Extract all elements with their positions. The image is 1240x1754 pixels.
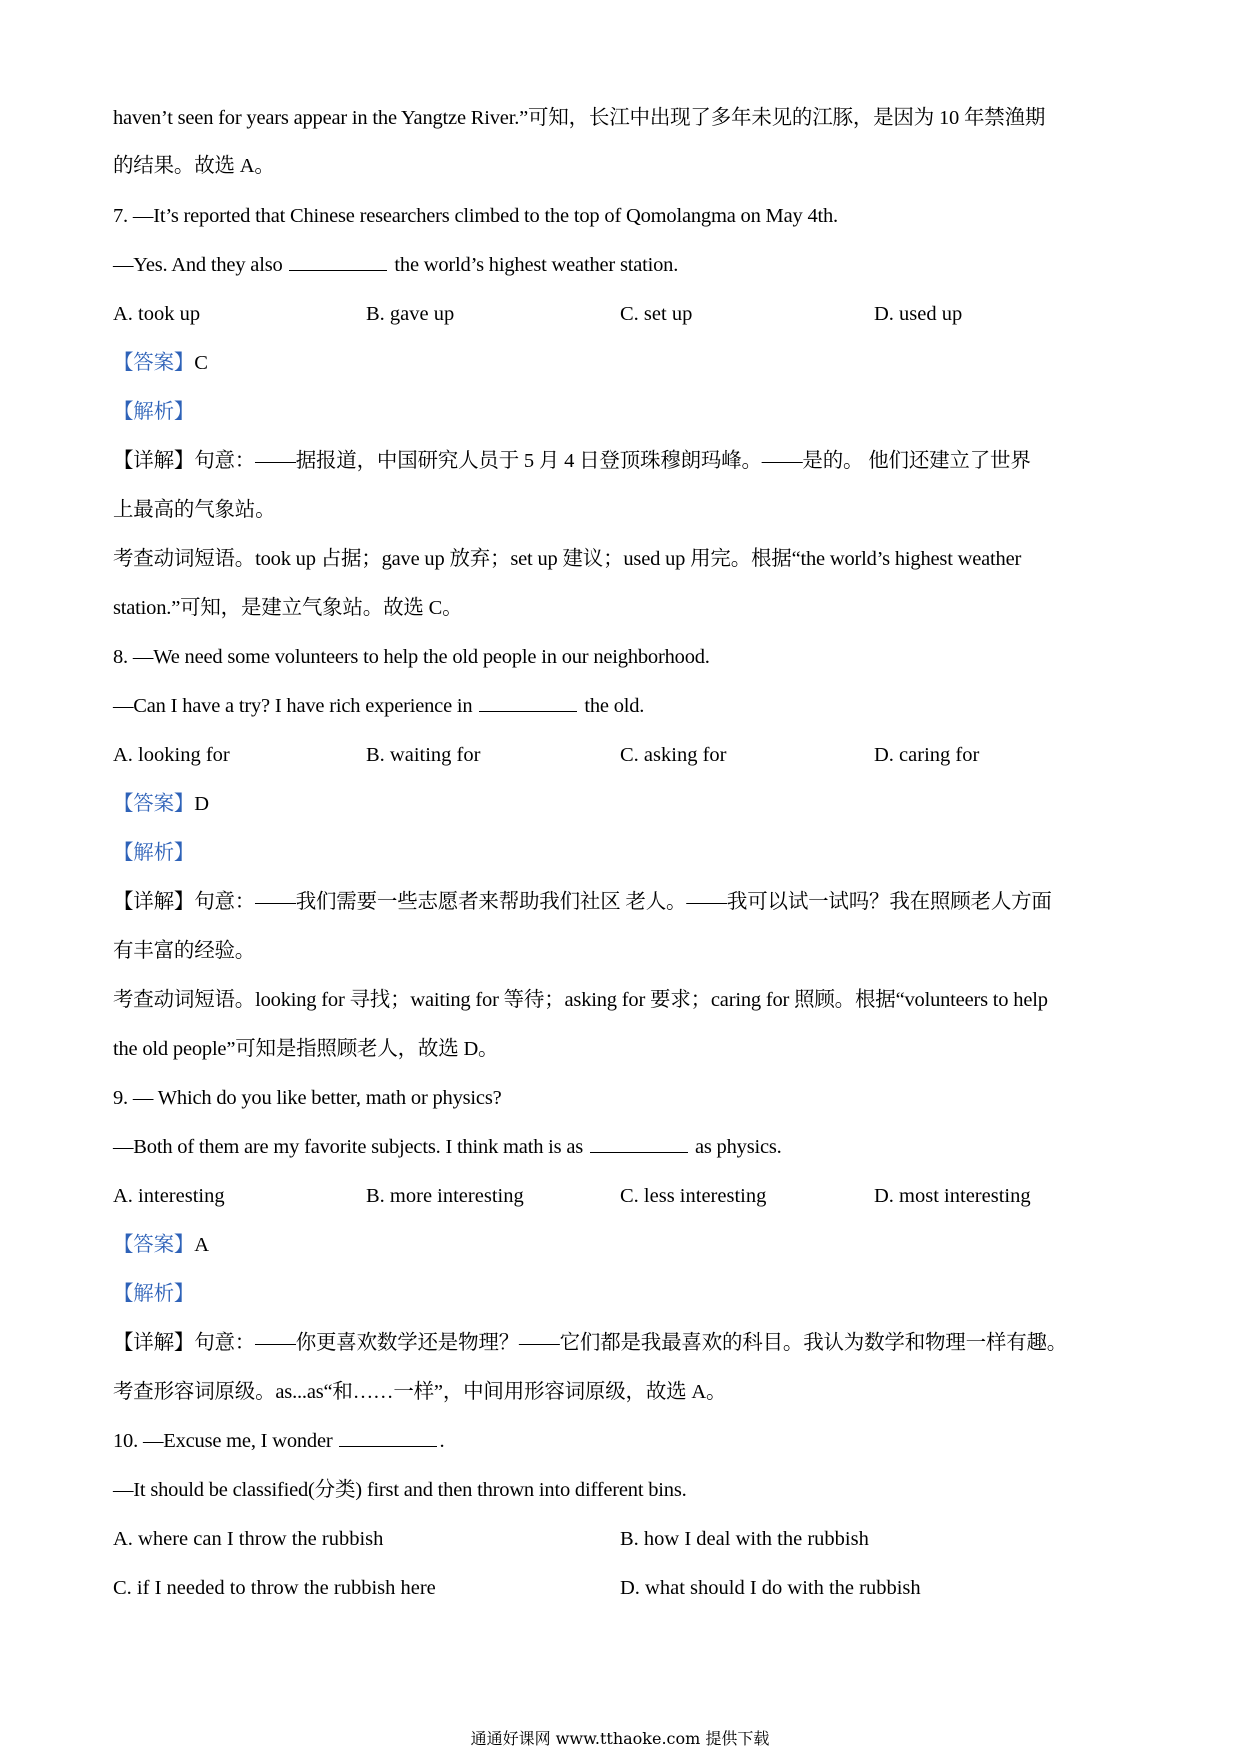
q8-detail-tag: 【详解】 bbox=[113, 891, 195, 913]
q9-analysis-tag: 【解析】 bbox=[113, 1283, 195, 1305]
q9-option-d: D. most interesting bbox=[874, 1185, 1031, 1207]
q7-reply bbox=[113, 251, 678, 279]
q7-detail-1 bbox=[113, 447, 1031, 475]
q7-answer-tag: 【答案】 bbox=[113, 352, 195, 374]
q7-answer bbox=[113, 349, 208, 377]
q10-option-a: A. where can I throw the rubbish bbox=[113, 1528, 384, 1550]
q8-detail-3: 考查动词短语。looking for 寻找；waiting for 等待；asking for 要求；caring for 照顾。根据“volunteers to help bbox=[113, 989, 1048, 1011]
q9-option-a: A. interesting bbox=[113, 1185, 225, 1207]
q9-answer-tag: 【答案】 bbox=[113, 1234, 195, 1256]
page-footer: 通通好课网 www.tthaoke.com 提供下载 bbox=[470, 1729, 770, 1748]
q7-detail-4: station.”可知，是建立气象站。故选 C。 bbox=[113, 597, 463, 619]
q8-blank bbox=[479, 692, 577, 712]
q8-option-b: B. waiting for bbox=[366, 744, 481, 766]
q9-reply-pre: —Both of them are my favorite subjects. I think math is as bbox=[113, 1136, 584, 1158]
q10-stem-pre: 10. —Excuse me, I wonder bbox=[113, 1430, 333, 1452]
q8-reply-pre: —Can I have a try? I have rich experience in bbox=[113, 695, 473, 717]
q10-option-c: C. if I needed to throw the rubbish here bbox=[113, 1577, 436, 1599]
q9-stem: 9. — Which do you like better, math or physics? bbox=[113, 1087, 502, 1109]
q7-option-d: D. used up bbox=[874, 303, 963, 325]
q8-stem: 8. —We need some volunteers to help the old people in our neighborhood. bbox=[113, 646, 710, 668]
q8-detail-4: the old people”可知是指照顾老人，故选 D。 bbox=[113, 1038, 499, 1060]
q7-stem: 7. —It’s reported that Chinese researchers climbed to the top of Qomolangma on May 4th. bbox=[113, 205, 838, 227]
q9-reply-post: as physics. bbox=[694, 1136, 782, 1158]
q9-reply bbox=[113, 1133, 782, 1161]
q9-detail-2: 考查形容词原级。as...as“和……一样”，中间用形容词原级，故选 A。 bbox=[113, 1381, 727, 1403]
q9-detail-1 bbox=[113, 1329, 1067, 1357]
q7-option-b: B. gave up bbox=[366, 303, 455, 325]
q10-stem bbox=[113, 1427, 444, 1455]
q8-option-d: D. caring for bbox=[874, 744, 980, 766]
q8-answer bbox=[113, 790, 209, 818]
q10-stem-post: . bbox=[439, 1430, 445, 1452]
q10-reply: —It should be classified(分类) first and then thrown into different bins. bbox=[113, 1479, 687, 1501]
q9-option-b: B. more interesting bbox=[366, 1185, 524, 1207]
q9-analysis bbox=[113, 1280, 194, 1308]
q9-blank bbox=[590, 1133, 688, 1153]
q7-detail-3: 考查动词短语。took up 占据；gave up 放弃；set up 建议；used up 用完。根据“the world’s highest weather bbox=[113, 548, 1022, 570]
q9-answer-value: A bbox=[194, 1234, 209, 1256]
q8-option-c: C. asking for bbox=[620, 744, 727, 766]
q8-reply-post: the old. bbox=[584, 695, 645, 717]
q8-answer-value: D bbox=[194, 793, 209, 815]
q10-option-b: B. how I deal with the rubbish bbox=[620, 1528, 869, 1550]
q7-answer-value: C bbox=[194, 352, 208, 374]
q8-detail-1 bbox=[113, 888, 1052, 916]
intro-line-2: 的结果。故选 A。 bbox=[113, 155, 275, 177]
q7-analysis-tag: 【解析】 bbox=[113, 401, 195, 423]
q7-detail-1-text: 句意：——据报道，中国研究人员于 5 月 4 日登顶珠穆朗玛峰。——是的。 他们还建立了世界 bbox=[194, 450, 1031, 472]
q7-detail-2: 上最高的气象站。 bbox=[113, 499, 276, 521]
q7-option-c: C. set up bbox=[620, 303, 693, 325]
q8-detail-2: 有丰富的经验。 bbox=[113, 940, 256, 962]
q7-reply-pre: —Yes. And they also bbox=[113, 254, 283, 276]
q8-analysis bbox=[113, 839, 194, 867]
q9-detail-tag: 【详解】 bbox=[113, 1332, 195, 1354]
q8-reply bbox=[113, 692, 644, 720]
q8-analysis-tag: 【解析】 bbox=[113, 842, 195, 864]
intro-line-1: haven’t seen for years appear in the Yangtze River.”可知，长江中出现了多年未见的江豚，是因为 10 年禁渔期 bbox=[113, 107, 1046, 129]
q8-option-a: A. looking for bbox=[113, 744, 230, 766]
q7-analysis bbox=[113, 398, 194, 426]
q10-blank bbox=[339, 1427, 437, 1447]
q7-blank bbox=[289, 251, 387, 271]
q9-answer bbox=[113, 1231, 209, 1259]
q7-option-a: A. took up bbox=[113, 303, 201, 325]
q8-detail-1-text: 句意：——我们需要一些志愿者来帮助我们社区 老人。——我可以试一试吗？我在照顾老人方面 bbox=[194, 891, 1052, 913]
q9-detail-1-text: 句意：——你更喜欢数学还是物理？——它们都是我最喜欢的科目。我认为数学和物理一样有趣。 bbox=[194, 1332, 1068, 1354]
q7-detail-tag: 【详解】 bbox=[113, 450, 195, 472]
q8-answer-tag: 【答案】 bbox=[113, 793, 195, 815]
q10-option-d: D. what should I do with the rubbish bbox=[620, 1577, 921, 1599]
q9-option-c: C. less interesting bbox=[620, 1185, 767, 1207]
q7-reply-post: the world’s highest weather station. bbox=[394, 254, 679, 276]
